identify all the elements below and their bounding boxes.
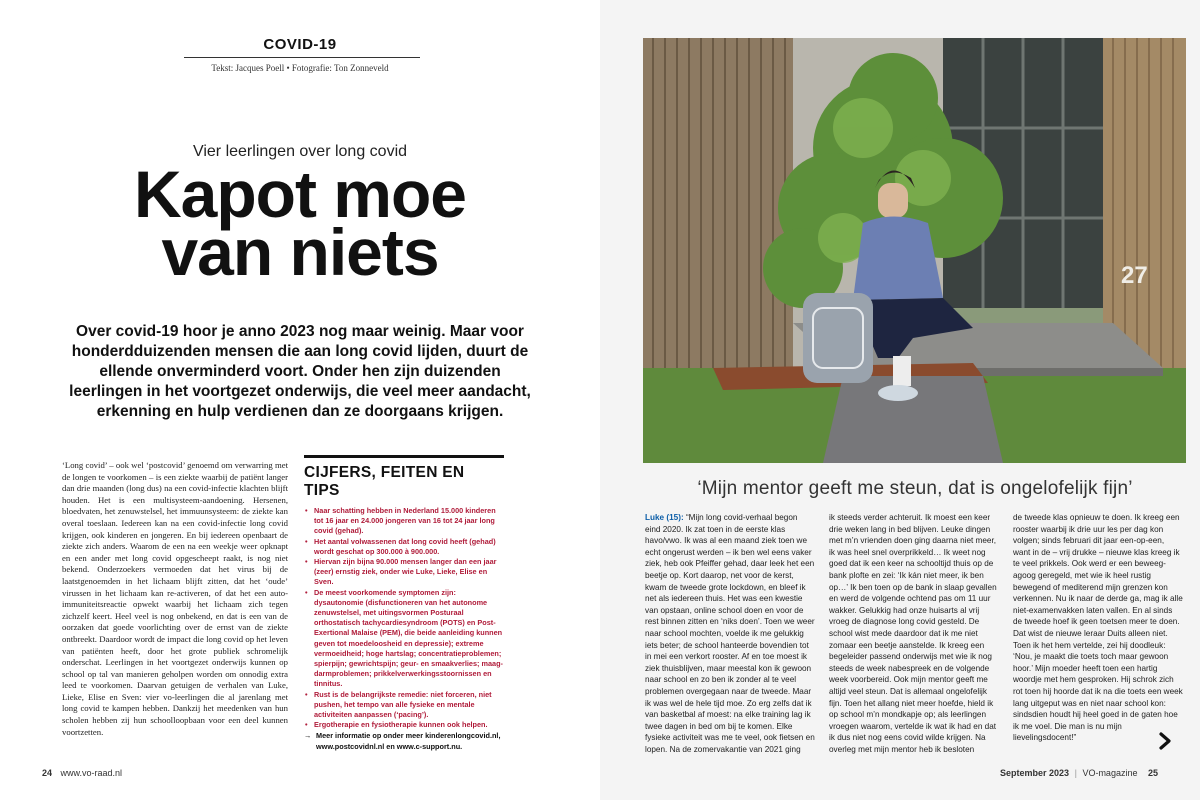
headline-line-2: van niets [161,215,439,289]
photo-luke [643,38,1186,463]
issue-month: September 2023 [1000,768,1070,778]
chevron-right-icon[interactable] [1154,730,1176,752]
magazine-name: VO-magazine [1082,768,1138,778]
footer-separator: | [1074,768,1077,778]
section-title: COVID-19 [263,36,337,53]
backpack [803,293,873,383]
facts-rule [304,455,504,458]
pull-quote: ‘Mijn mentor geeft me steun, dat is ongelofelijk fijn’ [697,478,1133,499]
speaker-name: Luke (15): [645,513,684,522]
intro-paragraph: Over covid-19 hoor je anno 2023 nog maar weinig. Maar voor honderdduizenden mensen die aan long covid lijden, duurt de ellende onverminderd voort. Onder hen zijn duizenden leerlingen in het voortgezet onderwijs, die veel meer aandacht, erkenning en hulp verdienen dan ze doorgaans krijgen. [69,323,531,420]
article-body: ‘Long covid’ – ook wel ‘postcovid’ genoemd om verwarring met de longen te voorkomen – is een ziekte waarbij de patiënt langer dan drie maanden (long dus) na een covid-infectie klachten blijft houden. Het is een multisysteem-aandoening. Hersenen, bloedvaten, het zenuwstelsel, het immuunsysteem: de ziekte kan overal toeslaan. Iedereen kan na een covid-infectie long covid krijgen, ook kinderen en jongeren. En bij iedereen openbaart de ziekte zich anders. Waarom de een na een weekje weer opknapt en een ander met long covid opgescheept raakt, is nog niet bekend. Onderzoekers vermoeden dat het virus bij de laatstgenoemden in het lichaam blijft zitten, dat het ‘oude’ virussen in het lichaam kan re-activeren, of dat het een auto-immuniteitsreactie opwekt waarbij het lichaam zich tegen zichzelf keert. Heel veel is nog onbekend, en dat is een van de oorzaken dat goede voorlichting over de ernst van de ziekte ontbreekt. Daardoor wordt de impact die long covid op het leven van patiënten heeft, door het grote publiek schromelijk onderschat. Leerlingen in het voortgezet onderwijs kunnen op school op tal van manieren geholpen worden om onnodig extra leed te voorkomen. Daarvan getuigen de verhalen van Luke, Lieke, Elise en Sven: vier vo-leerlingen die al jarenlang met long covid te kampen hebben. Dankzij het meedenken van hun scholen hebben zij hun schoolloopbaan voor een deel kunnen voortzetten. [62,460,288,737]
photo-illustration [643,38,1186,463]
facts-title: CIJFERS, FEITEN EN TIPS [304,464,465,499]
footer-right [1000,768,1158,778]
footer-left [42,768,122,778]
credits: Tekst: Jacques Poell • Fotografie: Ton Zonneveld [211,63,389,73]
page-number-right: 25 [1147,768,1158,778]
facts-item: • Hiervan zijn bijna 90.000 mensen langer dan een jaar (zeer) ernstig ziek, onder wie Luke, Lieke, Elise en Sven. [304,557,504,588]
face [878,183,908,218]
column-1-text: “Mijn long covid-verhaal begon eind 2020. Ik zat toen in de eerste klas havo/vwo. Ik was al een maand ziek toen we echt ongerust werden – ik ben wel eens vaker ziek, heb ook Pfeiffer gehad, daar leek het een beetje op. Kort daarop, net voor de kerst, kwam de tweede grote lockdown, en bleef ik net als iedereen thuis. Het was een kwestie van opstaan, online school doen en voor de rest binnen zitten en ‘niks doen’. Toen we weer naar school mochten, voelde ik me gelukkig iets beter; de school hanteerde bovendien tot in mei een verkort rooster. Af en toe moest ik ziek thuisblijven, maar meestal kon ik gewoon naar school en zo ben ik zonder al te veel problemen overgegaan naar de tweede. Maar ik was wel de hele tijd moe. Zo erg zelfs dat ik van basketbal af moest: na elke training lag ik twee dagen in bed om bij te komen. Elke fysieke activiteit was me te veel, ook fietsen en lopen. Na de zomervakantie van 2021 ging [645,513,815,754]
column-2: ik steeds verder achteruit. Ik moest een keer drie weken lang in bed blijven. Leuke dingen met m’n vrienden doen ging daarna niet meer, ik was heel snel overprikkeld… Ik weet nog goed dat ik een keer na schooltijd thuis op de bank plofte en zei: ‘Ik kán niet meer, ik ben op…’ Ik ben toen op de bank in slaap gevallen en werd de volgende ochtend pas om 11 uur wakker. Gelukkig had onze huisarts al vrij vroeg de diagnose long covid gesteld. De school wist mede daardoor dat ik me niet zomaar een beetje aanstelde. Ik kreeg een begeleider passend onderwijs met wie ik nog steeds de week nabespreek en de volgende week voorbereid. Ook mijn mentor geeft me altijd veel steun. Dat is allemaal ongelofelijk fijn. Toen het allang niet meer hoefde, hield ik op school m’n mondkapje op; als leerlingen vroegen waarom, vertelde ik wat ik had en dat ik dus niet nog eens covid wilde krijgen. Na overleg met mijn mentor heb ik besloten [829,513,997,754]
interview-columns [645,512,1183,752]
sock [893,356,911,386]
more-info-text: Meer informatie op onder meer kinderenlongcovid.nl, www.postcovidnl.nl en www.c-support.nu. [316,731,501,751]
column-3: de tweede klas opnieuw te doen. Ik kreeg een rooster waarbij ik drie uur les per dag kon volgen; sinds februari dit jaar een-op-een, want in de – vrij drukke – nieuwe klas kreeg ik te veel prikkels. Ook werd er een beweeg-agoog geregeld, met wie ik heel rustig bewegend of mediterend mijn grenzen kon verkennen. Nu ik naar de derde ga, mag ik alle niet-examenvakken laten vallen. En al sinds de tweede hoef ik geen toetsen meer te doen. Dat wist de nieuwe leraar Duits alleen niet. Toen ik het hem vertelde, zei hij doodleuk: ‘Nou, je maakt die toets toch maar gewoon hoor.’ Mijn moeder heeft toen een hartig woordje met hem gesproken. Hij schrok zich rot toen hij hoorde dat ik na die toets een week lang uitgeput was en niet naar school kon: sindsdien houdt hij heel goed in de gaten hoe ik me voel. Die man is nu mijn lievelingsdocent!” [1013,513,1183,743]
facts-item: • Ergotherapie en fysiotherapie kunnen ook helpen. [304,720,504,730]
facts-list [304,506,504,730]
page-number-left: 24 [42,768,53,778]
headline [60,157,540,289]
headline-line-1: Kapot moe [133,157,467,231]
more-info-link[interactable] [304,731,504,751]
column-1 [645,512,815,755]
facts-item: • Het aantal volwassenen dat long covid heeft (gehad) wordt geschat op 300.000 à 900.000. [304,537,504,557]
building-number: 27 [1121,262,1148,289]
facts-item: • Rust is de belangrijkste remedie: niet forceren, niet pushen, het tempo van alle fysieke en mentale activiteiten aanpassen (‘pacing’). [304,690,504,721]
sneaker [878,385,918,401]
facts-box [304,455,504,752]
arrow-right-icon: → [304,731,312,741]
website-link[interactable]: www.vo-raad.nl [60,768,123,778]
right-page [600,0,1200,800]
kicker: Vier leerlingen over long covid [192,143,408,160]
facts-item: • Naar schatting hebben in Nederland 15.000 kinderen tot 16 jaar en 24.000 jongeren van 16 tot 24 jaar long covid (gehad). [304,506,504,537]
facts-item: • De meest voorkomende symptomen zijn: dysautonomie (disfunctioneren van het autonome zenuwstelsel, met uitingsvormen Posturaal orthostatisch tachycardiesyndroom (POTS) en Post-Exertional Malaise (PEM), die beide aanleiding kunnen geven tot moedeloosheid en depressie); extreme vermoeidheid; hoge hartslag; concentratieproblemen; spierpijn; gewrichtspijn; geur- en smaakverlies; maag-darmproblemen; prikkelverwerkingsstoornissen en tinnitus. [304,588,504,690]
header-divider [184,57,420,58]
